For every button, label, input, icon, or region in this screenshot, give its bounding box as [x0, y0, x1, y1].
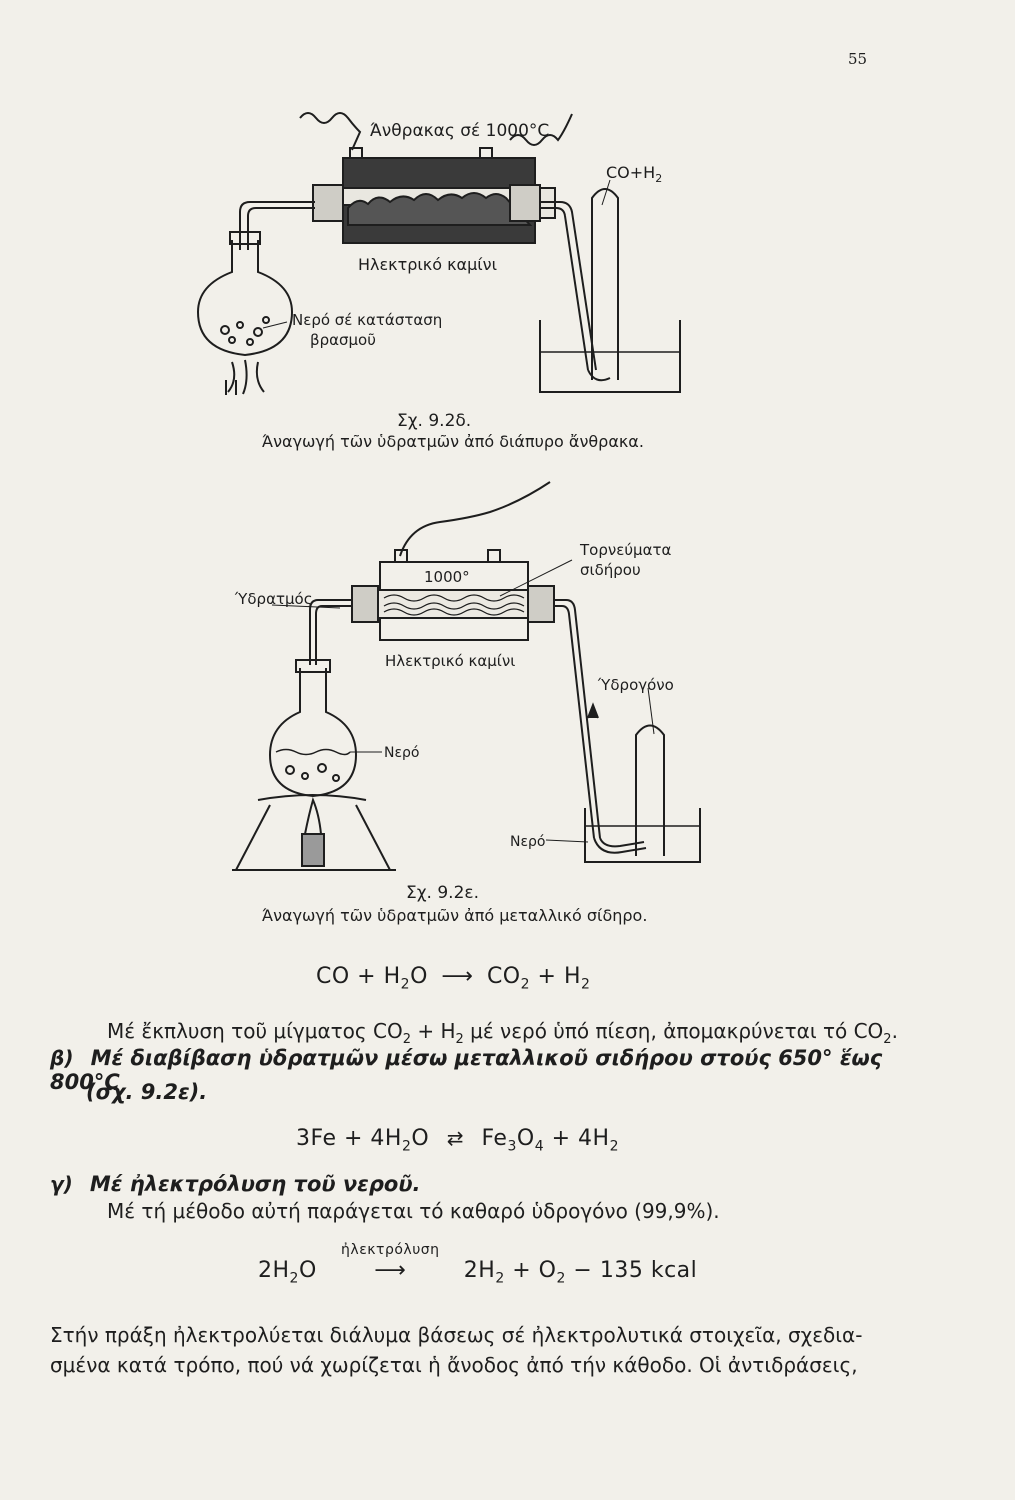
- wire-e: [400, 482, 550, 556]
- label-water-boiling-2: βρασμοῦ: [310, 331, 376, 349]
- caption-number-d: Σχ. 9.2δ.: [397, 411, 472, 431]
- arrow-label: ἠλεκτρόλυση: [341, 1242, 440, 1258]
- electrolysis-arrow: [330, 1242, 450, 1283]
- arrow-forward-icon: ⟶: [441, 964, 474, 989]
- burner: [302, 834, 324, 866]
- section-b-heading-line1: Μέ διαβίβαση ὑδρατμῶν μέσω μεταλλικοῦ σιδήρου στούς 650° ἕως 800°C: [50, 1046, 883, 1094]
- section-b-heading-line2: (σχ. 9.2ε).: [86, 1080, 208, 1104]
- label-hydrogen: Ύδρογόνο: [598, 676, 674, 694]
- trough-e: [585, 808, 700, 862]
- tube-e-right: [554, 600, 600, 838]
- flask-e: [270, 668, 356, 796]
- equation-iron-steam: $3Fe + 4H_2O$ ⇄ $Fe_3O_4 + 4H_2$: [296, 1126, 620, 1155]
- section-c-heading: Μέ ἠλεκτρόλυση τοῦ νεροῦ.: [89, 1172, 421, 1196]
- section-c-marker: γ): [50, 1172, 73, 1196]
- caption-number-e: Σχ. 9.2ε.: [406, 883, 479, 903]
- text-co2-removal: Μέ ἔκπλυση τοῦ μίγματος $CO_2 + H_2$ μέ νερό ὑπό πίεση, ἀπομακρύνεται τό $CO_2$.: [107, 1019, 898, 1047]
- label-steam: Ύδρατμός: [235, 590, 313, 608]
- equilibrium-arrow-icon: ⇄: [446, 1126, 464, 1150]
- paragraph-line2: σμένα κατά τρόπο, πού νά χωρίζεται ἡ ἄνοδος ἀπό τήν κάθοδο. Οἱ ἀντιδράσεις,: [50, 1353, 858, 1377]
- section-c-text: Μέ τή μέθοδο αὐτή παράγεται τό καθαρό ὑδρογόνο (99,9%).: [107, 1199, 720, 1223]
- label-co-h2: $CO+H_2$: [606, 163, 663, 185]
- label-turnings-1: Τορνεύματα: [580, 541, 672, 559]
- section-b-marker: β): [50, 1046, 74, 1070]
- label-water-flask: Νερό: [384, 745, 420, 761]
- label-water-trough: Νερό: [510, 834, 546, 850]
- label-coal: Άνθρακας σέ 1000°C: [370, 121, 550, 141]
- equation-co-water-gas: CO + $H_2O$ ⟶ $CO_2 + H_2$: [316, 964, 591, 993]
- section-c: [50, 1172, 421, 1196]
- collection-tube-e: [636, 726, 664, 857]
- equation-electrolysis: $2H_2O$ ἠλεκτρόλυση ⟶ $2H_2 + O_2 - 135$ kcal: [258, 1242, 698, 1287]
- page-number: 55: [848, 50, 868, 68]
- label-furnace-e: Ηλεκτρικό καμίνι: [385, 652, 516, 670]
- paragraph-line1: Στήν πράξη ἠλεκτρολύεται διάλυμα βάσεως σέ ἠλεκτρολυτικά στοιχεῖα, σχεδια-: [50, 1323, 863, 1347]
- arrow-forward-icon: ⟶: [374, 1258, 407, 1283]
- label-turnings-2: σιδήρου: [580, 561, 641, 579]
- label-furnace-d: Ηλεκτρικό καμίνι: [358, 255, 498, 274]
- caption-text-e: Άναγωγή τῶν ὑδρατμῶν ἀπό μεταλλικό σίδηρο.: [262, 906, 648, 925]
- label-temp: 1000°: [424, 568, 470, 586]
- label-water-boiling-1: Νερό σέ κατάσταση: [292, 311, 443, 329]
- caption-text-d: Άναγωγή τῶν ὑδρατμῶν ἀπό διάπυρο ἄνθρακα.: [262, 432, 644, 451]
